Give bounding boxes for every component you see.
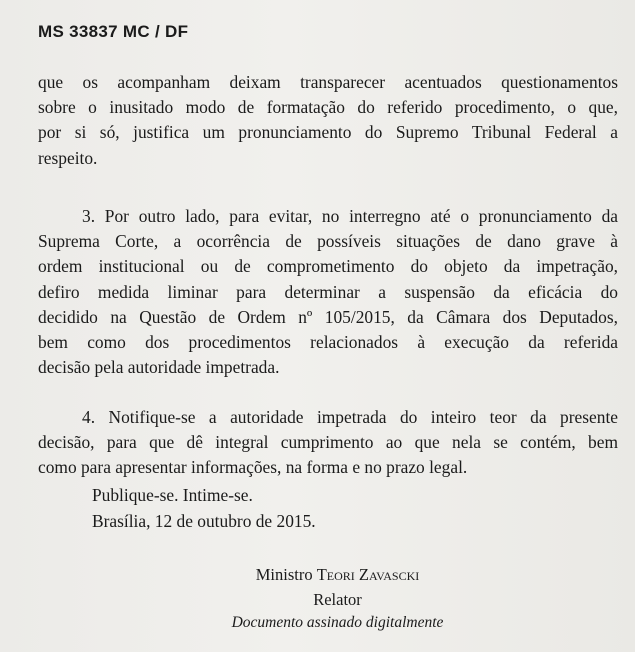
paragraph-line: decisão pela autoridade impetrada. <box>38 357 280 378</box>
paragraph-line: 3. Por outro lado, para evitar, no interregno até o pronunciamento da <box>82 206 618 226</box>
date-line: Brasília, 12 de outubro de 2015. <box>92 511 316 531</box>
paragraph-line: que os acompanham deixam transparecer acentuados questionamentos <box>38 72 618 92</box>
paragraph-line: ordem institucional ou de comprometimento do objeto da impetração, <box>38 256 618 277</box>
paragraph-line: bem como dos procedimentos relacionados à execução da referida <box>38 332 618 353</box>
paragraph-line: decidido na Questão de Ordem nº 105/2015, da Câmara dos Deputados, <box>38 306 618 327</box>
paragraph-continuation <box>38 70 618 171</box>
paragraph-line: decisão, para que dê integral cumprimento ao que nela se contém, bem <box>38 432 618 453</box>
publish-line: Publique-se. Intime-se. <box>92 485 253 505</box>
signature-role: Relator <box>313 590 362 609</box>
case-number-header: MS 33837 MC / DF <box>38 22 189 41</box>
paragraph-line: sobre o inusitado modo de formatação do referido procedimento, o que, <box>38 97 618 118</box>
paragraph-line: Suprema Corte, a ocorrência de possíveis situações de dano grave à <box>38 231 618 252</box>
paragraph-line: 4. Notifique-se a autoridade impetrada do inteiro teor da presente <box>82 407 618 427</box>
signature-title: Ministro <box>255 565 313 584</box>
paragraph-line: defiro medida liminar para determinar a suspensão da eficácia do <box>38 281 618 302</box>
signature-name: Teori Zavascki <box>316 565 420 584</box>
signature-note: Documento assinado digitalmente <box>231 614 444 631</box>
paragraph-line: respeito. <box>38 147 98 168</box>
paragraph-3 <box>38 204 618 380</box>
signature-name-line <box>0 565 635 585</box>
paragraph-line: por si só, justifica um pronunciamento do Supremo Tribunal Federal a <box>38 122 618 143</box>
paragraph-line: como para apresentar informações, na forma e no prazo legal. <box>38 457 468 478</box>
paragraph-4 <box>38 405 618 481</box>
